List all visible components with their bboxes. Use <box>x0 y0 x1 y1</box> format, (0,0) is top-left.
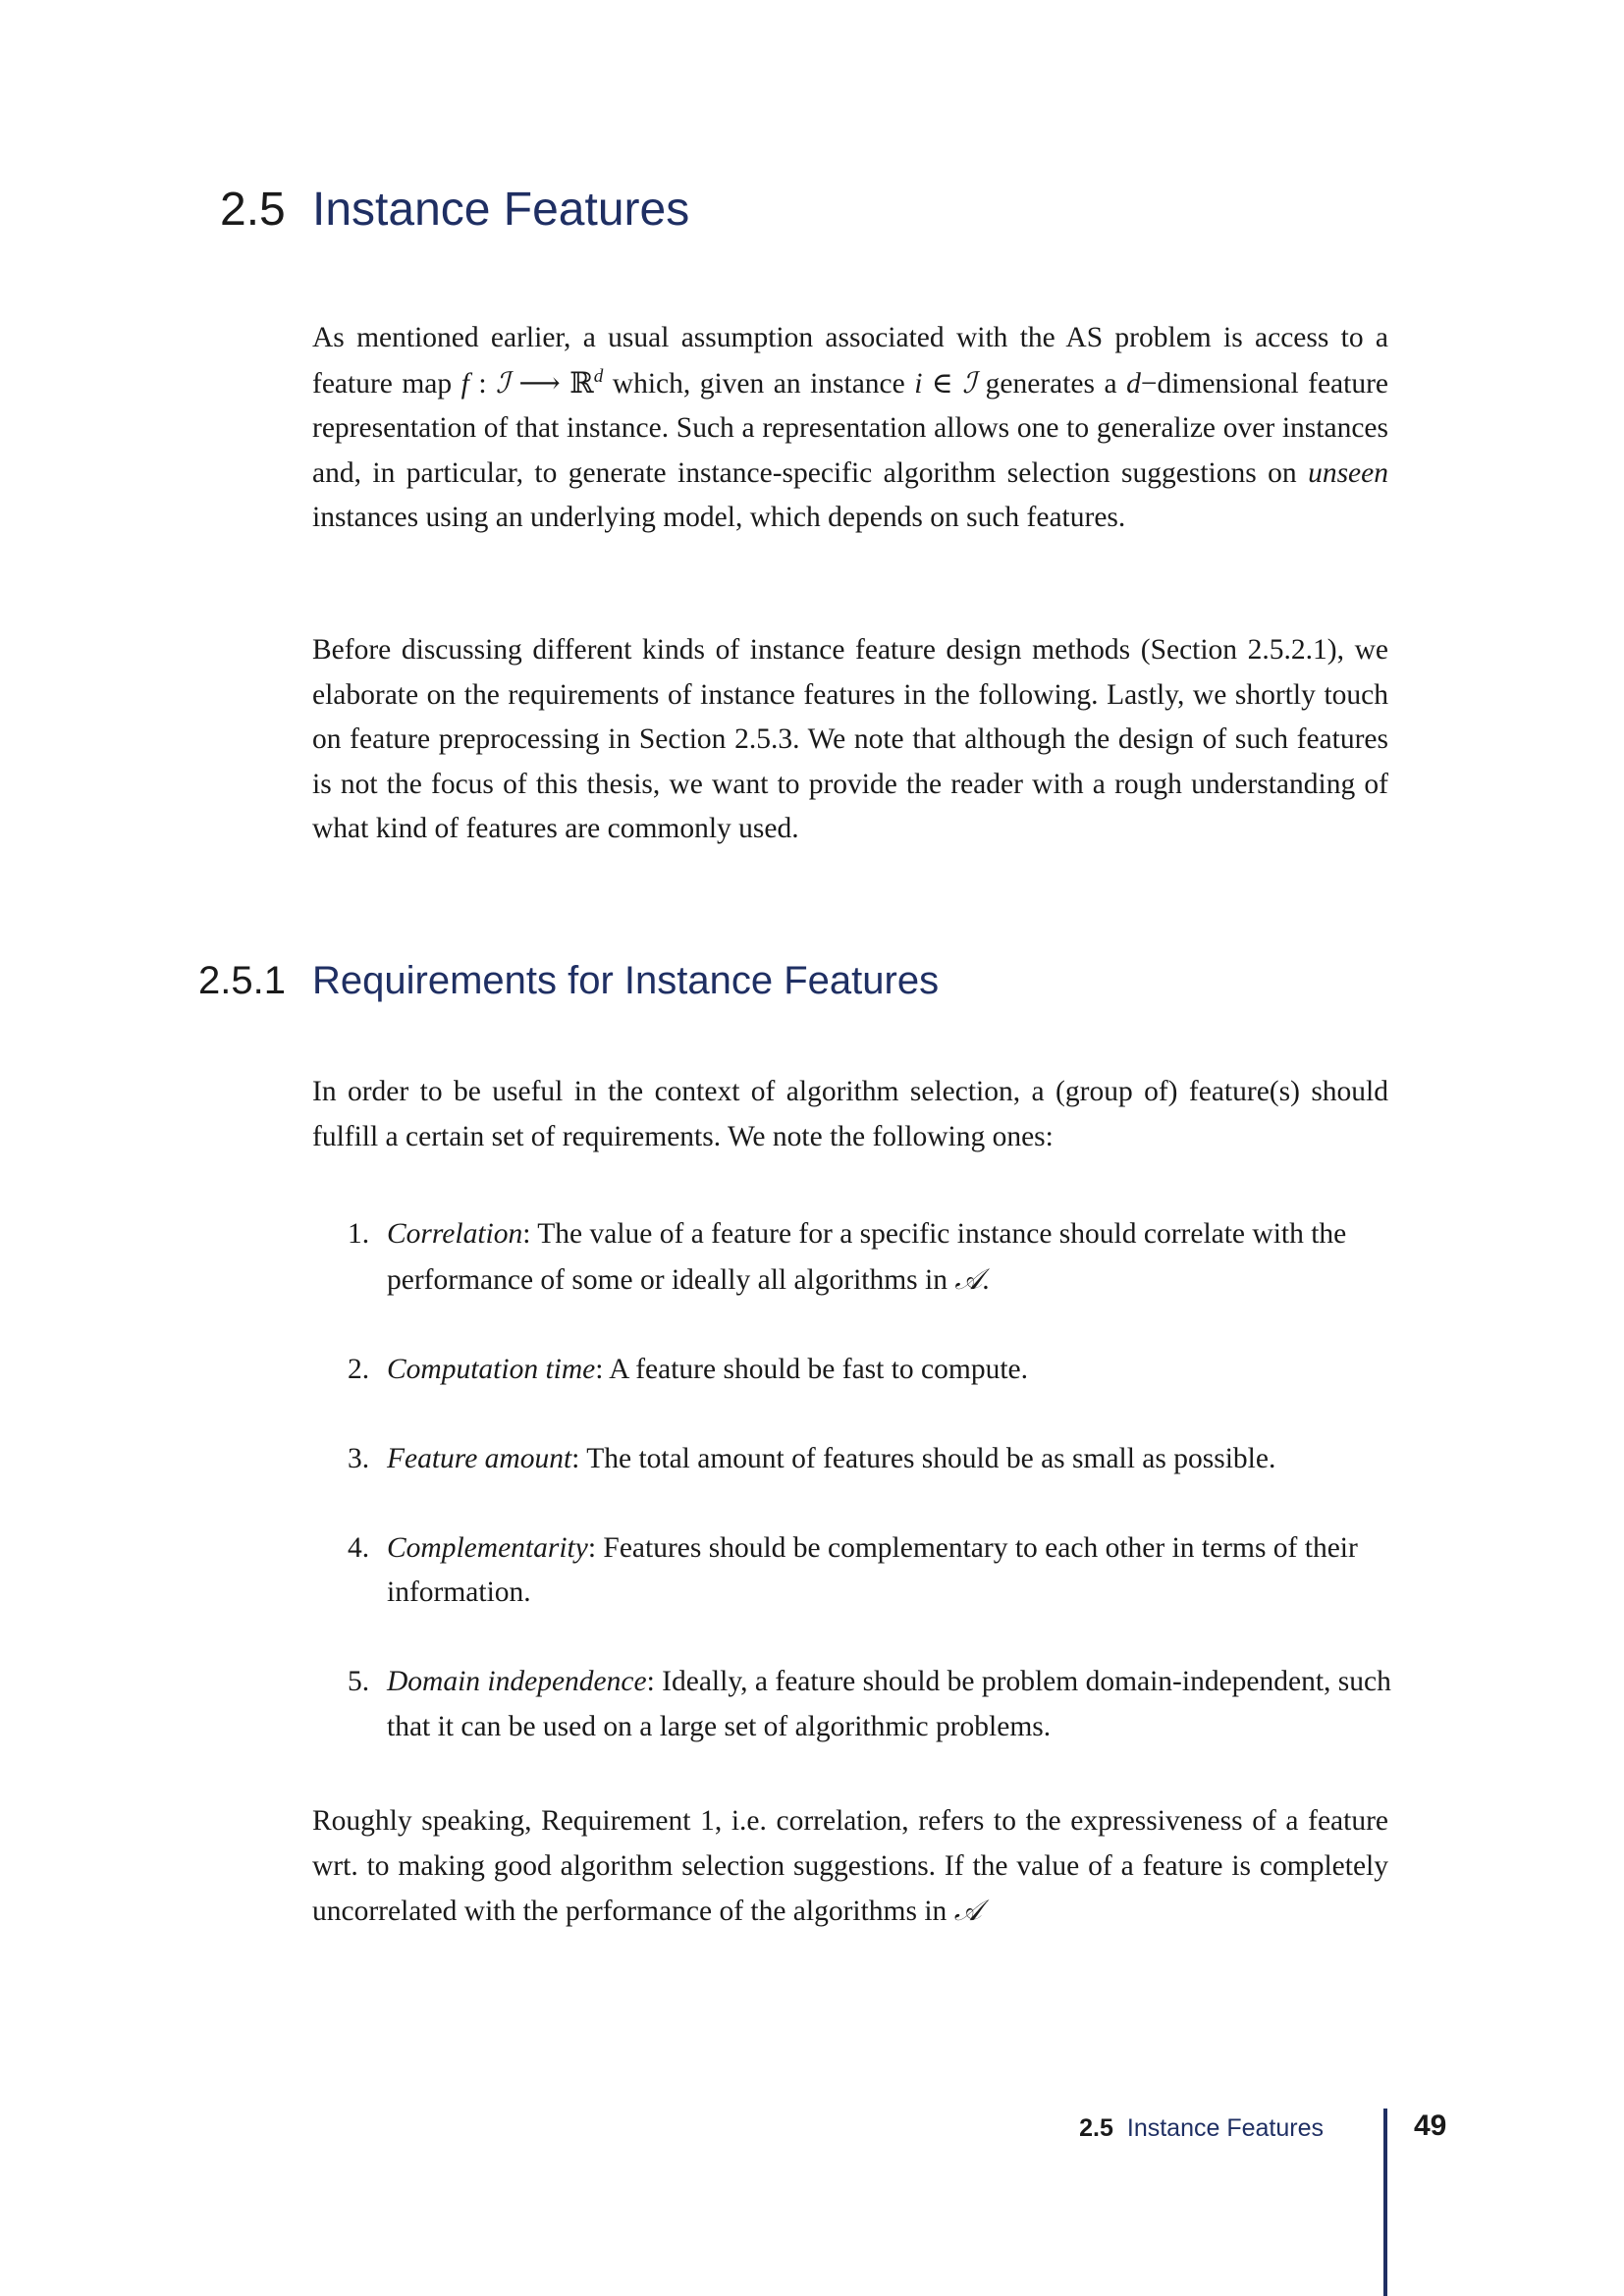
section-title: Instance Features <box>312 184 690 236</box>
requirements-list <box>348 1212 1408 1794</box>
subsection-title: Requirements for Instance Features <box>312 959 940 1002</box>
list-item: 1. Correlation: The value of a feature for a specific instance should correlate with the performance of some or ideally all algorithms in 𝒜. <box>348 1218 1347 1296</box>
math-instance-set: ℐ <box>962 365 977 400</box>
footer-section-number: 2.5 <box>1079 2114 1113 2142</box>
running-footer <box>1079 2112 1324 2144</box>
math-f: f <box>460 367 469 400</box>
list-item: 2. Computation time: A feature should be fast to compute. <box>348 1353 1028 1385</box>
intro-paragraph-1: As mentioned earlier, a usual assumption associated with the AS problem is access to a feature map f : ℐ ⟶ ℝ$^d$ which, given an instance i ∈ ℐ generates a d−dimensional feature representation of that instance. Such a representation allows one to generalize over instances and, in particular, to generate instance-specific algorithm selection suggestions on unseen instances using an underlying model, which depends on such features. <box>312 322 1389 533</box>
page-number: 49 <box>1414 2109 1447 2142</box>
emphasis-unseen: unseen <box>1308 456 1388 489</box>
list-item: 5. Domain independence: Ideally, a feature should be problem domain-independent, such that it can be used on a large set of algorithmic problems. <box>348 1666 1391 1742</box>
list-item: 4. Complementarity: Features should be complementary to each other in terms of their information. <box>348 1531 1358 1608</box>
intro-paragraph-2: Before discussing different kinds of instance feature design methods (Section 2.5.2.1), we elaborate on the requirements of instance features in the following. Lastly, we shortly touch on feature preprocessing in Section 2.5.3. We note that although the design of such features is not the focus of this thesis, we want to provide the reader with a rough understanding of what kind of features are commonly used. <box>312 634 1388 844</box>
math-d-exponent: d <box>593 365 604 387</box>
subsection-number: 2.5.1 <box>198 959 286 1002</box>
footer-section-title: Instance Features <box>1126 2114 1324 2142</box>
math-i: i <box>914 367 923 400</box>
math-algorithm-set: 𝒜 <box>954 1261 983 1296</box>
math-reals: ℝ <box>569 367 594 400</box>
section-number: 2.5 <box>220 184 286 236</box>
closing-paragraph: Roughly speaking, Requirement 1, i.e. correlation, refers to the expressiveness of a feature wrt. to making good algorithm selection suggestions. If the value of a feature is completely uncorrelated with the performance of the algorithms in 𝒜 <box>312 1805 1388 1927</box>
footer-rule <box>1383 2109 1387 2296</box>
math-algorithm-set: 𝒜 <box>953 1894 982 1927</box>
requirements-intro: In order to be useful in the context of algorithm selection, a (group of) feature(s) should fulfill a certain set of requirements. We note the following ones: <box>312 1076 1388 1152</box>
list-item: 3. Feature amount: The total amount of features should be as small as possible. <box>348 1442 1276 1474</box>
math-instance-set: ℐ <box>496 365 510 400</box>
math-d: d <box>1126 367 1141 400</box>
